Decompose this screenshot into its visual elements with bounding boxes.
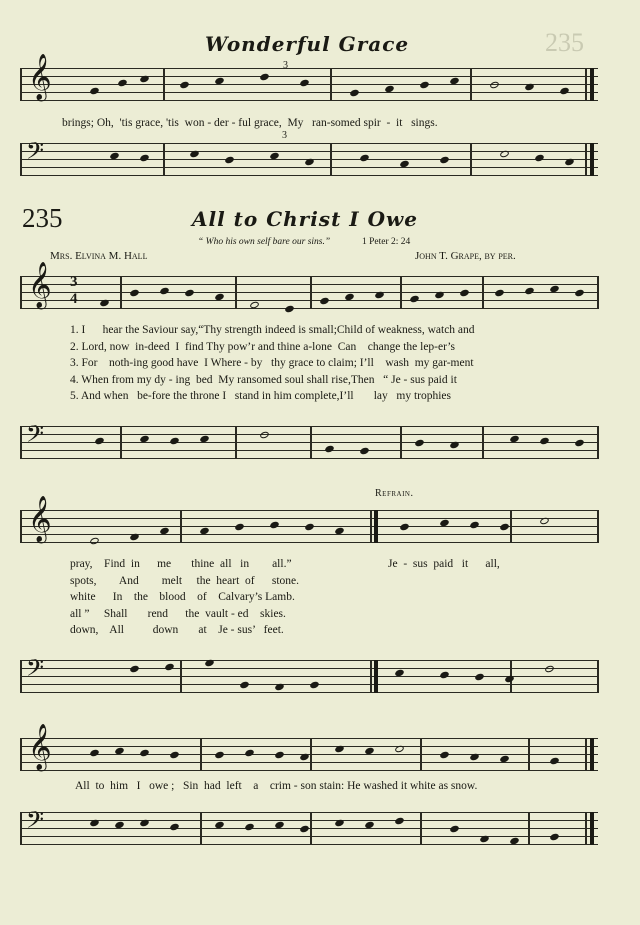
hymn-title: All to Christ I Owe <box>192 207 418 231</box>
bass-clef-icon: 𝄢 <box>26 137 45 170</box>
verse-line-3: 3. For noth-ing good have I Where - by thy grace to claim; I’ll wash my gar-ment <box>70 357 474 369</box>
bass-clef-icon: 𝄢 <box>26 806 45 839</box>
author: Mrs. Elvina M. Hall <box>50 250 148 262</box>
epigraph: “ Who his own self bare our sins.” <box>198 237 331 247</box>
scripture-ref: 1 Peter 2: 24 <box>362 237 411 247</box>
bass-clef-icon: 𝄢 <box>26 420 45 453</box>
top-hymn-lyric: brings; Oh, 'tis grace, 'tis won - der - ful grace, My ran-somed spir - it sings. <box>62 117 438 129</box>
verse-line-2: 2. Lord, now in-deed I find Thy pow’r and thine a-lone Can change the lep-er’s <box>70 341 456 353</box>
refrain-label: Refrain. <box>375 488 414 499</box>
verse-line-5: 5. And when be-fore the throne I stand in him complete,I’ll lay my trophies <box>70 390 452 402</box>
top-hymn-title: Wonderful Grace <box>205 32 410 56</box>
refrain-first-line: Je - sus paid it all, <box>388 558 500 570</box>
bass-clef-icon: 𝄢 <box>26 654 45 687</box>
fingering-bottom: 3 <box>282 130 287 141</box>
composer: John T. Grape, by per. <box>415 250 516 262</box>
treble-clef-icon: 𝄞 <box>28 262 52 308</box>
refrain-verse-line-5: down, All down at Je - sus’ feet. <box>70 624 284 636</box>
refrain-verse-line-4: all ” Shall rend the vault - ed skies. <box>70 608 286 620</box>
refrain-verse-line-2: spots, And melt the heart of stone. <box>70 575 300 587</box>
system3-treble-staff <box>20 724 598 772</box>
system2-bass-staff <box>20 654 598 694</box>
refrain-lyric: All to him I owe ; Sin had left a crim - son stain: He washed it white as snow. <box>75 780 478 792</box>
system1-bass-staff <box>20 420 598 460</box>
verse-line-4: 4. When from my dy - ing bed My ransomed soul shall rise,Then “ Je - sus paid it <box>70 374 457 386</box>
refrain-verse-line-1: pray, Find in me thine all in all.” <box>70 558 292 570</box>
top-treble-staff <box>20 54 598 102</box>
top-bass-staff <box>20 137 598 177</box>
treble-clef-icon: 𝄞 <box>28 54 52 100</box>
refrain-verse-line-3: white In the blood of Calvary’s Lamb. <box>70 591 295 603</box>
time-signature: 3 4 <box>70 274 78 307</box>
system3-bass-staff <box>20 806 598 846</box>
verse-line-1: 1. I hear the Saviour say,“Thy strength indeed is small;Child of weakness, watch and <box>70 324 475 336</box>
fingering-top: 3 <box>283 60 288 71</box>
system1-treble-staff <box>20 262 598 310</box>
hymn-number: 235 <box>22 203 63 233</box>
treble-clef-icon: 𝄞 <box>28 496 52 542</box>
treble-clef-icon: 𝄞 <box>28 724 52 770</box>
ghost-page-number: 235 <box>545 28 584 57</box>
system2-treble-staff <box>20 496 598 544</box>
